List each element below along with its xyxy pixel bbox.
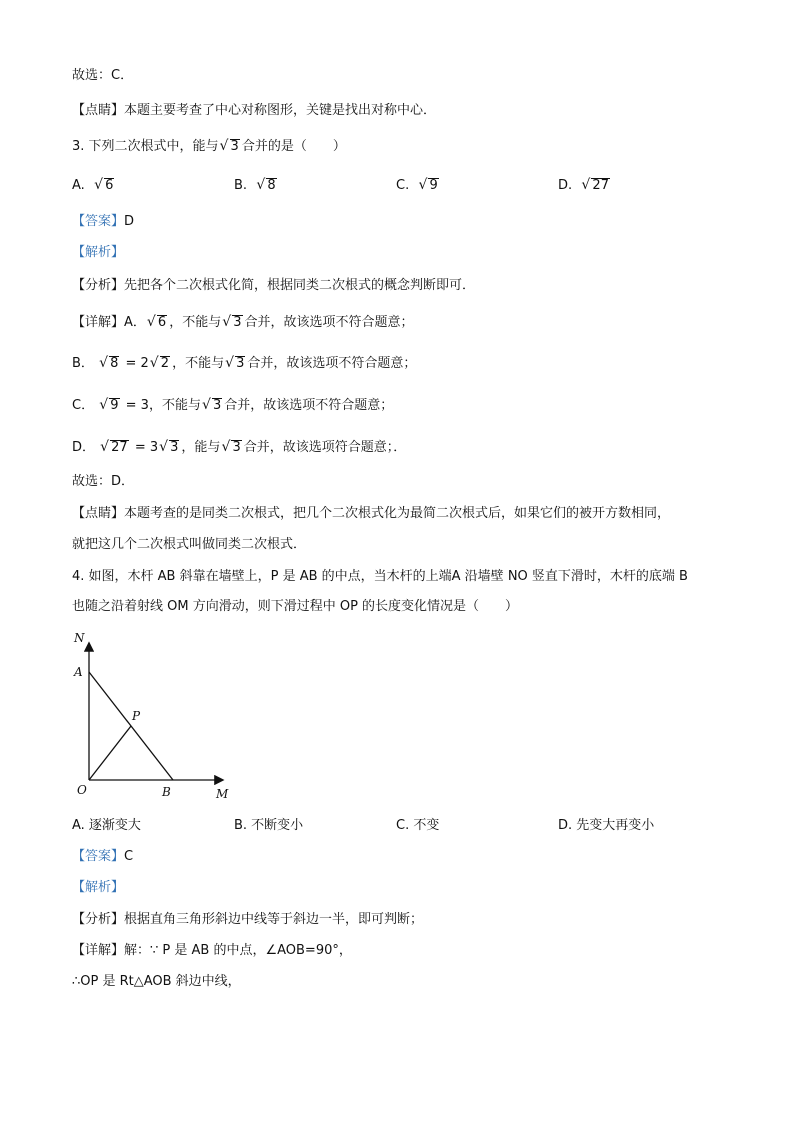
q3-detail-b: B． √ 8 = 2√ 2 ，不能与√ 3 合并，故该选项不符合题意； bbox=[72, 354, 416, 374]
q3-analysis: 【分析】先把各个二次根式化简，根据同类二次根式的概念判断即可． bbox=[72, 278, 476, 293]
q3-detail-c: C． √ 9 = 3，不能与√ 3 合并，故该选项不符合题意； bbox=[72, 396, 393, 416]
q3-detail-a: 【详解】A．√ 6 ，不能与√ 3 合并，故该选项不符合题意； bbox=[72, 313, 414, 333]
q3-text-b: 合并的是（ ） bbox=[241, 139, 346, 154]
q4-option-a: A. 逐渐变大 bbox=[72, 818, 141, 833]
sqrt-3: √ 3 bbox=[221, 137, 240, 157]
question-4-stem-2: 也随之沿着射线 OM 方向滑动，则下滑过程中 OP 的长度变化情况是（ ） bbox=[72, 599, 519, 614]
label-P: P bbox=[132, 709, 141, 723]
label-A: A bbox=[74, 665, 83, 679]
q3-conclusion: 故选：D． bbox=[72, 474, 135, 489]
q3-option-d: D. √ 27 bbox=[558, 176, 612, 196]
q3-option-b: B. √ 8 bbox=[234, 176, 279, 196]
q3-option-c: C. √ 9 bbox=[396, 176, 441, 196]
q3-analysis-heading: 【解析】 bbox=[72, 245, 125, 260]
q4-option-c: C. 不变 bbox=[396, 818, 440, 833]
line-comment-1 bbox=[72, 101, 436, 121]
comment-text: 本题主要考查了中心对称图形，关键是找出对称中心． bbox=[124, 103, 437, 118]
comment-tag: 【点睛】 bbox=[72, 103, 125, 118]
question-4-stem-1: 4. 如图，木杆 AB 斜靠在墙壁上，P 是 AB 的中点，当木杆的上端A 沿墙壁 NO 竖直下滑时，木杆的底端 B bbox=[72, 569, 688, 584]
q4-answer: 【答案】C bbox=[72, 849, 134, 864]
q4-detail-2: ∴OP 是 Rt△AOB 斜边中线， bbox=[72, 974, 241, 989]
segment-OP bbox=[89, 726, 131, 780]
label-M: M bbox=[216, 787, 229, 801]
q3-comment-2: 就把这几个二次根式叫做同类二次根式． bbox=[72, 537, 307, 552]
answer-value: D bbox=[124, 214, 135, 229]
question-3-stem bbox=[72, 137, 346, 157]
q4-option-b: B. 不断变小 bbox=[234, 818, 304, 833]
q3-option-a: A. √ 6 bbox=[72, 176, 116, 196]
line-conclusion-1: 故选：C． bbox=[72, 68, 134, 83]
answer-tag: 【答案】 bbox=[72, 214, 125, 229]
q3-comment-1: 【点睛】本题考查的是同类二次根式，把几个二次根式化为最简二次根式后，如果它们的被开方数相同， bbox=[72, 506, 671, 521]
q3-answer bbox=[72, 212, 134, 232]
q3-text-a: 3. 下列二次根式中，能与 bbox=[72, 139, 219, 154]
q4-detail: 【详解】解：∵ P 是 AB 的中点，∠AOB=90°， bbox=[72, 943, 352, 958]
label-N: N bbox=[74, 631, 85, 645]
q4-analysis: 【分析】根据直角三角形斜边中线等于斜边一半，即可判断； bbox=[72, 912, 424, 927]
q3-detail-d: D． √ 27 = 3√ 3 ，能与√ 3 合并，故该选项符合题意；． bbox=[72, 438, 406, 458]
label-B: B bbox=[162, 785, 171, 799]
q4-option-d: D. 先变大再变小 bbox=[558, 818, 655, 833]
geometry-figure bbox=[70, 630, 250, 805]
label-O: O bbox=[77, 783, 87, 797]
q4-analysis-heading: 【解析】 bbox=[72, 880, 125, 895]
